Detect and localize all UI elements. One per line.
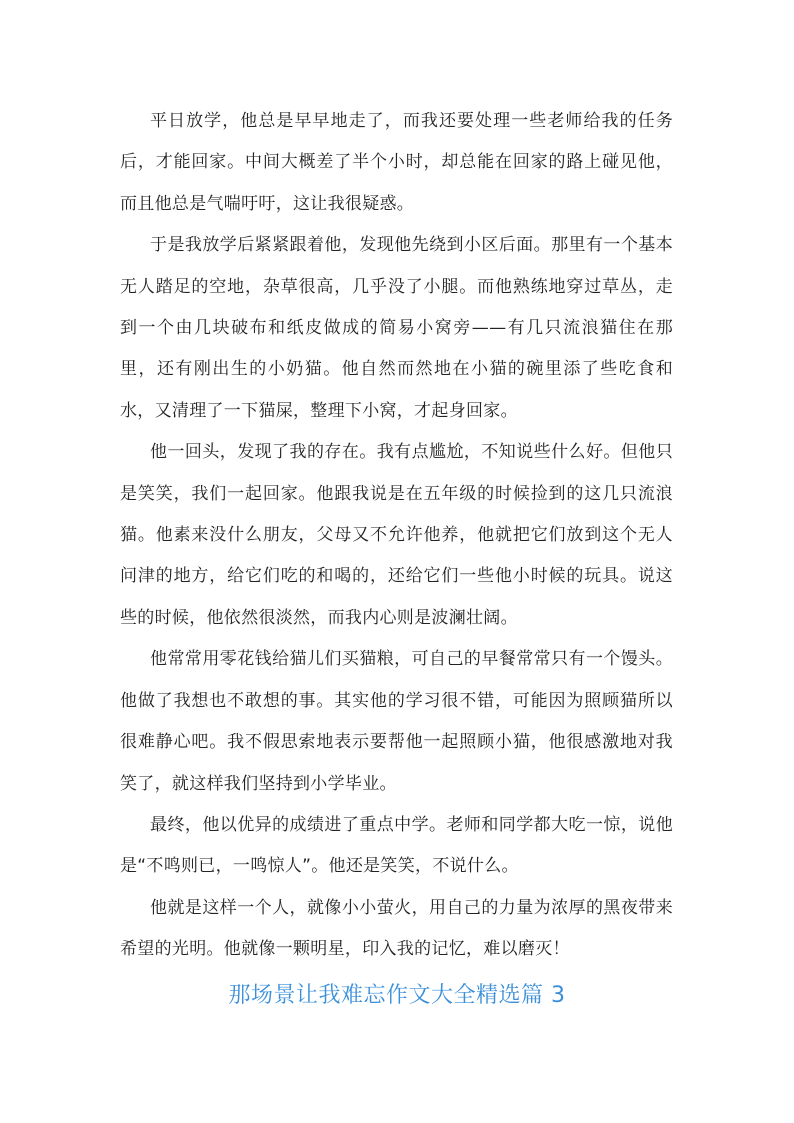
section-heading: 那场景让我难忘作文大全精选篇 3 bbox=[228, 983, 566, 1008]
paragraph-6: 他就是这样一个人，就像小小萤火，用自己的力量为浓厚的黑夜带来希望的光明。他就像一颗明星，印入我的记忆，难以磨灭！ bbox=[120, 897, 673, 960]
paragraph-3: 他一回头，发现了我的存在。我有点尴尬，不知说些什么好。但他只是笑笑，我们一起回家。他跟我说是在五年级的时候捡到的这几只流浪猫。他素来没什么朋友，父母又不允许他养，他就把它们放到这个无人问津的地方，给它们吃的和喝的，还给它们一些他小时候的玩具。说这些的时候，他依然很淡然，而我内心则是波澜壮阔。 bbox=[120, 442, 673, 628]
document-body bbox=[120, 101, 673, 971]
paragraph-1: 平日放学，他总是早早地走了，而我还要处理一些老师给我的任务后，才能回家。中间大概差了半个小时，却总能在回家的路上碰见他，而且他总是气喘吁吁，这让我很疑惑。 bbox=[120, 111, 673, 214]
paragraph-4: 他常常用零花钱给猫儿们买猫粮，可自己的早餐常常只有一个馒头。他做了我想也不敢想的事。其实他的学习很不错，可能因为照顾猫所以很难静心吧。我不假思索地表示要帮他一起照顾小猫，他很感激地对我笑了，就这样我们坚持到小学毕业。 bbox=[120, 649, 673, 794]
paragraph-5: 最终，他以优异的成绩进了重点中学。老师和同学都大吃一惊，说他是“不鸣则已，一鸣惊人”。他还是笑笑，不说什么。 bbox=[120, 814, 673, 877]
paragraph-2: 于是我放学后紧紧跟着他，发现他先绕到小区后面。那里有一个基本无人踏足的空地，杂草很高，几乎没了小腿。而他熟练地穿过草丛，走到一个由几块破布和纸皮做成的简易小窝旁——有几只流浪猫住在那里，还有刚出生的小奶猫。他自然而然地在小猫的碗里添了些吃食和水，又清理了一下猫屎，整理下小窝，才起身回家。 bbox=[120, 235, 673, 421]
